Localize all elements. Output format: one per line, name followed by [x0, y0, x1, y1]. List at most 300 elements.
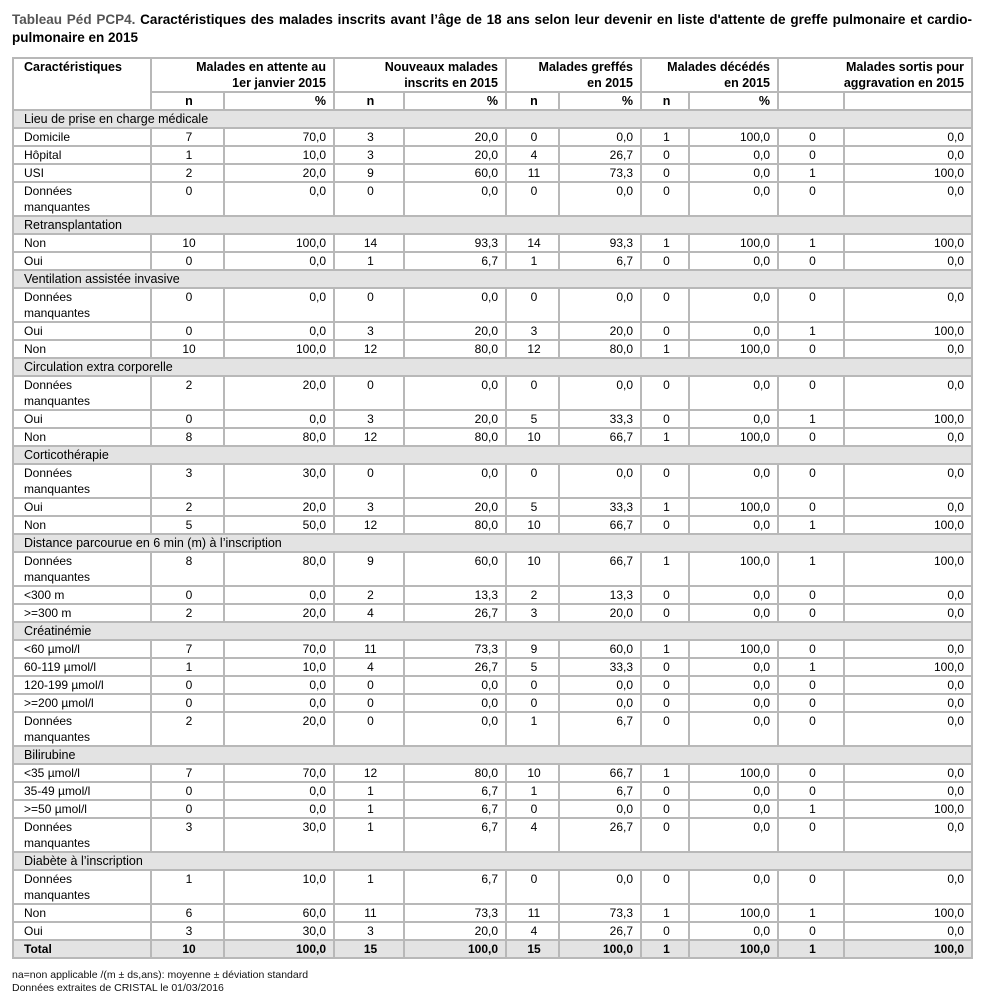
- cell-percent: 0,0: [404, 182, 506, 216]
- cell-percent: 0,0: [844, 818, 972, 852]
- cell-percent: 100,0: [689, 234, 778, 252]
- cell-count: 1: [151, 658, 224, 676]
- table-row: [13, 146, 972, 164]
- table-row: [13, 182, 972, 216]
- cell-count: 0: [778, 694, 844, 712]
- cell-percent: 80,0: [559, 340, 641, 358]
- cell-count: 0: [641, 252, 689, 270]
- section-header-row: [13, 216, 972, 234]
- cell-count: 0: [641, 712, 689, 746]
- cell-count: 0: [334, 712, 404, 746]
- cell-percent: 0,0: [689, 464, 778, 498]
- cell-count: 3: [506, 322, 559, 340]
- cell-percent: 0,0: [689, 516, 778, 534]
- cell-percent: 0,0: [844, 764, 972, 782]
- cell-count: 10: [151, 234, 224, 252]
- cell-percent: 6,7: [559, 712, 641, 746]
- cell-count: 0: [778, 782, 844, 800]
- table-row: [13, 410, 972, 428]
- subheader-n: n: [334, 92, 404, 110]
- cell-count: 3: [151, 818, 224, 852]
- cell-percent: 0,0: [689, 288, 778, 322]
- section-header-row: [13, 746, 972, 764]
- cell-percent: 0,0: [689, 586, 778, 604]
- cell-percent: 26,7: [559, 922, 641, 940]
- header-group-line: Malades greffés: [538, 60, 634, 74]
- cell-percent: 20,0: [404, 922, 506, 940]
- table-row: [13, 586, 972, 604]
- cell-count: 0: [506, 676, 559, 694]
- section-title: Circulation extra corporelle: [13, 358, 972, 376]
- table-caption: Caractéristiques des malades inscrits avant l’âge de 18 ans selon leur devenir en liste d'attente de greffe pulmonaire et cardio-pulmonaire en 2015: [12, 12, 973, 45]
- section-title: Créatinémie: [13, 622, 972, 640]
- cell-percent: 100,0: [224, 340, 334, 358]
- row-label: USI: [13, 164, 151, 182]
- table-row: [13, 712, 972, 746]
- cell-percent: 0,0: [844, 870, 972, 904]
- cell-count: 0: [778, 640, 844, 658]
- header-group-deceased: [641, 58, 778, 92]
- subheader-pct: %: [559, 92, 641, 110]
- cell-count: 4: [334, 658, 404, 676]
- cell-count: 0: [506, 694, 559, 712]
- cell-count: 1: [641, 128, 689, 146]
- cell-percent: 0,0: [224, 252, 334, 270]
- cell-count: 4: [506, 818, 559, 852]
- footnote-source: Données extraites de CRISTAL le 01/03/2016: [12, 982, 224, 994]
- section-title: Retransplantation: [13, 216, 972, 234]
- cell-percent: 0,0: [844, 340, 972, 358]
- cell-count: 0: [506, 288, 559, 322]
- section-title: Lieu de prise en charge médicale: [13, 110, 972, 128]
- cell-percent: 100,0: [224, 940, 334, 958]
- cell-percent: 20,0: [404, 322, 506, 340]
- cell-count: 2: [151, 712, 224, 746]
- cell-count: 0: [641, 870, 689, 904]
- cell-percent: 0,0: [404, 288, 506, 322]
- cell-count: 0: [506, 128, 559, 146]
- row-label: Oui: [13, 498, 151, 516]
- table-row: [13, 922, 972, 940]
- subheader-pct: %: [689, 92, 778, 110]
- cell-count: 1: [151, 146, 224, 164]
- cell-count: 0: [506, 376, 559, 410]
- cell-count: 3: [334, 146, 404, 164]
- cell-count: 4: [334, 604, 404, 622]
- cell-count: 1: [778, 322, 844, 340]
- cell-percent: 0,0: [844, 252, 972, 270]
- cell-percent: 100,0: [689, 340, 778, 358]
- cell-count: 0: [778, 498, 844, 516]
- cell-count: 0: [151, 288, 224, 322]
- row-label: Total: [13, 940, 151, 958]
- cell-count: 0: [334, 376, 404, 410]
- cell-count: 11: [334, 904, 404, 922]
- cell-percent: 0,0: [844, 922, 972, 940]
- cell-count: 3: [506, 604, 559, 622]
- cell-percent: 33,3: [559, 410, 641, 428]
- cell-percent: 66,7: [559, 516, 641, 534]
- cell-percent: 0,0: [559, 676, 641, 694]
- cell-count: 0: [641, 782, 689, 800]
- cell-count: 0: [334, 676, 404, 694]
- subheader-pct: %: [404, 92, 506, 110]
- cell-percent: 6,7: [404, 252, 506, 270]
- table-row: [13, 498, 972, 516]
- cell-count: 0: [641, 694, 689, 712]
- cell-count: 0: [778, 586, 844, 604]
- cell-count: 0: [151, 694, 224, 712]
- header-group-waiting: [151, 58, 334, 92]
- cell-percent: 0,0: [689, 782, 778, 800]
- cell-percent: 70,0: [224, 764, 334, 782]
- cell-percent: 0,0: [844, 676, 972, 694]
- subheader-pct-empty: [844, 92, 972, 110]
- cell-percent: 20,0: [224, 712, 334, 746]
- cell-count: 1: [506, 782, 559, 800]
- total-row: [13, 940, 972, 958]
- cell-count: 1: [641, 234, 689, 252]
- cell-count: 0: [151, 782, 224, 800]
- cell-count: 11: [334, 640, 404, 658]
- section-header-row: [13, 358, 972, 376]
- cell-percent: 0,0: [844, 782, 972, 800]
- cell-count: 0: [641, 322, 689, 340]
- cell-percent: 0,0: [689, 164, 778, 182]
- row-label: Oui: [13, 922, 151, 940]
- cell-percent: 10,0: [224, 658, 334, 676]
- cell-count: 0: [778, 252, 844, 270]
- table-row: [13, 694, 972, 712]
- row-label: >=200 µmol/l: [13, 694, 151, 712]
- cell-percent: 70,0: [224, 640, 334, 658]
- cell-percent: 0,0: [224, 800, 334, 818]
- cell-percent: 0,0: [559, 694, 641, 712]
- cell-count: 9: [334, 552, 404, 586]
- row-label: Données manquantes: [13, 552, 151, 586]
- row-label: Données manquantes: [13, 870, 151, 904]
- cell-percent: 10,0: [224, 870, 334, 904]
- table-row: [13, 640, 972, 658]
- cell-percent: 0,0: [559, 870, 641, 904]
- cell-percent: 100,0: [844, 410, 972, 428]
- cell-percent: 100,0: [689, 128, 778, 146]
- header-characteristics: [13, 58, 151, 110]
- footnote-abbreviations: na=non applicable /(m ± ds,ans): moyenne ± déviation standard: [12, 969, 309, 981]
- cell-count: 0: [641, 800, 689, 818]
- cell-percent: 100,0: [689, 552, 778, 586]
- cell-percent: 0,0: [844, 694, 972, 712]
- row-label: Données manquantes: [13, 288, 151, 322]
- cell-count: 1: [778, 410, 844, 428]
- cell-count: 2: [151, 376, 224, 410]
- cell-percent: 0,0: [559, 128, 641, 146]
- cell-count: 3: [151, 922, 224, 940]
- cell-count: 1: [778, 800, 844, 818]
- subheader-n-empty: [778, 92, 844, 110]
- section-header-row: [13, 622, 972, 640]
- cell-percent: 6,7: [559, 782, 641, 800]
- row-label: Non: [13, 340, 151, 358]
- header-characteristics-label: Caractéristiques: [24, 60, 122, 74]
- cell-count: 3: [334, 410, 404, 428]
- cell-count: 0: [506, 182, 559, 216]
- cell-count: 15: [334, 940, 404, 958]
- cell-percent: 0,0: [689, 870, 778, 904]
- cell-percent: 0,0: [224, 782, 334, 800]
- results-table: [12, 57, 973, 959]
- cell-count: 0: [151, 586, 224, 604]
- cell-percent: 20,0: [404, 128, 506, 146]
- table-row: [13, 128, 972, 146]
- cell-count: 7: [151, 764, 224, 782]
- cell-count: 0: [778, 676, 844, 694]
- cell-count: 1: [641, 764, 689, 782]
- cell-percent: 0,0: [689, 694, 778, 712]
- row-label: Données manquantes: [13, 818, 151, 852]
- cell-count: 1: [778, 516, 844, 534]
- cell-count: 0: [334, 288, 404, 322]
- table-row: [13, 516, 972, 534]
- cell-count: 0: [151, 252, 224, 270]
- header-group-line: Nouveaux malades: [384, 60, 498, 74]
- row-label: <300 m: [13, 586, 151, 604]
- cell-count: 0: [334, 182, 404, 216]
- row-label: <60 µmol/l: [13, 640, 151, 658]
- cell-count: 0: [778, 146, 844, 164]
- header-row: [13, 58, 972, 92]
- cell-count: 1: [641, 940, 689, 958]
- cell-count: 0: [778, 428, 844, 446]
- cell-count: 5: [506, 658, 559, 676]
- cell-percent: 0,0: [844, 182, 972, 216]
- cell-percent: 100,0: [844, 940, 972, 958]
- row-label: Non: [13, 234, 151, 252]
- cell-count: 0: [506, 870, 559, 904]
- header-group-line: en 2015: [724, 76, 771, 90]
- header-group-transplanted: [506, 58, 641, 92]
- cell-percent: 66,7: [559, 428, 641, 446]
- cell-count: 12: [334, 516, 404, 534]
- cell-count: 2: [151, 164, 224, 182]
- cell-percent: 100,0: [844, 516, 972, 534]
- table-title: [12, 11, 972, 47]
- cell-count: 0: [778, 922, 844, 940]
- subheader-n: n: [641, 92, 689, 110]
- table-number: Tableau Péd PCP4.: [12, 12, 136, 27]
- cell-percent: 93,3: [559, 234, 641, 252]
- cell-percent: 100,0: [844, 904, 972, 922]
- cell-percent: 20,0: [224, 604, 334, 622]
- row-label: 120-199 µmol/l: [13, 676, 151, 694]
- cell-percent: 100,0: [224, 234, 334, 252]
- cell-count: 10: [506, 764, 559, 782]
- section-header-row: [13, 534, 972, 552]
- cell-percent: 26,7: [404, 658, 506, 676]
- cell-percent: 100,0: [689, 764, 778, 782]
- cell-percent: 0,0: [689, 376, 778, 410]
- cell-count: 0: [778, 712, 844, 746]
- cell-count: 1: [778, 940, 844, 958]
- cell-percent: 100,0: [844, 658, 972, 676]
- cell-percent: 10,0: [224, 146, 334, 164]
- header-group-line: Malades décédés: [667, 60, 771, 74]
- table-row: [13, 552, 972, 586]
- cell-count: 14: [334, 234, 404, 252]
- cell-percent: 26,7: [559, 146, 641, 164]
- section-title: Bilirubine: [13, 746, 972, 764]
- cell-percent: 0,0: [559, 800, 641, 818]
- cell-percent: 0,0: [559, 182, 641, 216]
- cell-count: 0: [778, 604, 844, 622]
- cell-percent: 13,3: [559, 586, 641, 604]
- cell-count: 6: [151, 904, 224, 922]
- cell-percent: 6,7: [404, 800, 506, 818]
- cell-percent: 30,0: [224, 464, 334, 498]
- cell-count: 1: [641, 640, 689, 658]
- cell-count: 1: [506, 712, 559, 746]
- cell-percent: 0,0: [689, 922, 778, 940]
- cell-count: 0: [151, 182, 224, 216]
- cell-percent: 100,0: [689, 640, 778, 658]
- cell-percent: 100,0: [689, 498, 778, 516]
- cell-count: 5: [506, 498, 559, 516]
- cell-percent: 26,7: [559, 818, 641, 852]
- cell-count: 10: [506, 516, 559, 534]
- cell-percent: 100,0: [844, 552, 972, 586]
- row-label: 35-49 µmol/l: [13, 782, 151, 800]
- cell-percent: 0,0: [689, 712, 778, 746]
- cell-percent: 0,0: [844, 640, 972, 658]
- cell-percent: 0,0: [689, 182, 778, 216]
- header-group-line: Malades en attente au: [196, 60, 326, 74]
- cell-percent: 0,0: [844, 376, 972, 410]
- cell-count: 0: [778, 182, 844, 216]
- cell-percent: 0,0: [689, 800, 778, 818]
- cell-percent: 0,0: [689, 410, 778, 428]
- table-row: [13, 288, 972, 322]
- cell-count: 1: [334, 782, 404, 800]
- header-group-line: 1er janvier 2015: [232, 76, 326, 90]
- cell-count: 2: [151, 498, 224, 516]
- cell-count: 0: [778, 340, 844, 358]
- table-row: [13, 800, 972, 818]
- row-label: >=50 µmol/l: [13, 800, 151, 818]
- section-header-row: [13, 270, 972, 288]
- cell-count: 10: [506, 428, 559, 446]
- cell-percent: 73,3: [559, 904, 641, 922]
- table-row: [13, 604, 972, 622]
- cell-percent: 100,0: [844, 800, 972, 818]
- cell-percent: 0,0: [689, 322, 778, 340]
- row-label: Données manquantes: [13, 464, 151, 498]
- cell-count: 0: [641, 164, 689, 182]
- cell-count: 12: [334, 428, 404, 446]
- cell-percent: 100,0: [844, 322, 972, 340]
- cell-count: 8: [151, 428, 224, 446]
- cell-count: 0: [641, 464, 689, 498]
- cell-percent: 73,3: [404, 640, 506, 658]
- cell-percent: 6,7: [404, 782, 506, 800]
- cell-count: 3: [334, 322, 404, 340]
- cell-percent: 30,0: [224, 922, 334, 940]
- cell-percent: 60,0: [404, 164, 506, 182]
- cell-count: 1: [334, 818, 404, 852]
- row-label: Données manquantes: [13, 712, 151, 746]
- header-group-worsened: [778, 58, 972, 92]
- cell-percent: 6,7: [559, 252, 641, 270]
- cell-count: 4: [506, 922, 559, 940]
- cell-percent: 80,0: [224, 552, 334, 586]
- cell-percent: 0,0: [559, 376, 641, 410]
- cell-percent: 0,0: [559, 288, 641, 322]
- cell-percent: 0,0: [224, 288, 334, 322]
- row-label: Non: [13, 516, 151, 534]
- cell-count: 3: [334, 498, 404, 516]
- cell-count: 0: [778, 870, 844, 904]
- table-row: [13, 676, 972, 694]
- cell-count: 12: [334, 764, 404, 782]
- cell-count: 0: [778, 128, 844, 146]
- cell-percent: 0,0: [224, 182, 334, 216]
- cell-count: 0: [334, 464, 404, 498]
- cell-count: 3: [334, 128, 404, 146]
- cell-count: 0: [778, 464, 844, 498]
- cell-percent: 0,0: [224, 694, 334, 712]
- cell-count: 1: [641, 428, 689, 446]
- cell-percent: 66,7: [559, 552, 641, 586]
- cell-percent: 0,0: [844, 128, 972, 146]
- cell-percent: 0,0: [224, 410, 334, 428]
- table-row: [13, 658, 972, 676]
- row-label: <35 µmol/l: [13, 764, 151, 782]
- section-header-row: [13, 446, 972, 464]
- cell-count: 12: [506, 340, 559, 358]
- section-title: Diabète à l’inscription: [13, 852, 972, 870]
- cell-count: 0: [778, 288, 844, 322]
- cell-percent: 50,0: [224, 516, 334, 534]
- cell-percent: 20,0: [559, 322, 641, 340]
- subheader-pct: %: [224, 92, 334, 110]
- table-row: [13, 428, 972, 446]
- cell-count: 15: [506, 940, 559, 958]
- cell-count: 9: [334, 164, 404, 182]
- row-label: Oui: [13, 322, 151, 340]
- subheader-n: n: [151, 92, 224, 110]
- cell-percent: 0,0: [689, 146, 778, 164]
- cell-count: 0: [641, 604, 689, 622]
- cell-count: 0: [641, 376, 689, 410]
- cell-count: 0: [778, 818, 844, 852]
- table-row: [13, 818, 972, 852]
- cell-count: 0: [641, 182, 689, 216]
- cell-percent: 6,7: [404, 818, 506, 852]
- cell-percent: 80,0: [404, 516, 506, 534]
- section-header-row: [13, 852, 972, 870]
- cell-percent: 80,0: [404, 428, 506, 446]
- cell-count: 0: [641, 586, 689, 604]
- row-label: Données manquantes: [13, 376, 151, 410]
- cell-count: 0: [778, 764, 844, 782]
- cell-count: 11: [506, 904, 559, 922]
- cell-count: 10: [151, 340, 224, 358]
- cell-count: 1: [778, 552, 844, 586]
- cell-percent: 0,0: [689, 658, 778, 676]
- table-row: [13, 464, 972, 498]
- cell-percent: 0,0: [844, 464, 972, 498]
- header-group-line: en 2015: [587, 76, 634, 90]
- cell-count: 12: [334, 340, 404, 358]
